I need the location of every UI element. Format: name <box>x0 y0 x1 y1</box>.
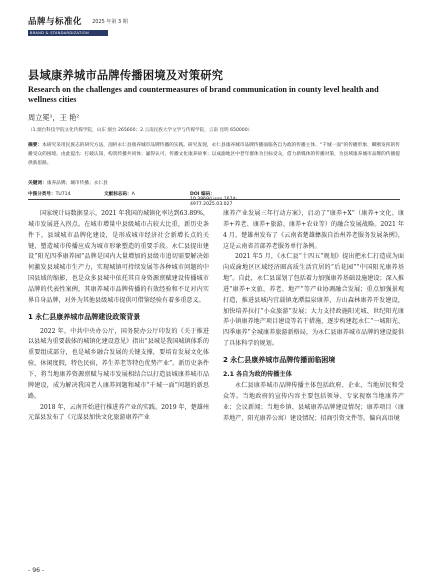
section-1-heading: 1 永仁县康养城市品牌建设政策背景 <box>28 312 141 321</box>
section-1-paragraph-2: 2018 年，云南开始进行推进养产业的实践。2019 年，楚雄州元谋县发布了《元谋县加快文化旅游康养产业 <box>28 403 209 422</box>
journal-header <box>28 9 408 36</box>
article-title-english: Research on the challenges and countermeasures of brand communication in county level health and wellness cities <box>28 85 379 105</box>
continued-paragraph: 康养产业发展三年行动方案》，启动了“康养+X”（康养+文化、康养+养老、康养+旅游、康养+农业等）的融合发展战略。2021 年4 月，楚雄州发布了《云南省楚雄彝族自治州养老服务发展条例》，这是云南省首部养老服务单行条例。 <box>223 210 404 250</box>
article-title-chinese: 县域康养城市品牌传播困境及对策研究 <box>28 69 224 82</box>
right-column <box>223 209 404 424</box>
section-1-paragraph-1: 2022 年，中共中央办公厅，国务院办公厅印发的《关于推进以县城为重要载体的城镇化建设意见》指出“县城是我国城镇体系的重要组成部分，也是城乡融合发展的关键支撑，要培育发展文化体验，休闲度假，特色民宿，养生养老等特色优势产业”。新历史条件下，将当地康养资源禀赋与城市发展相结合以打造县城康养城市品牌建设，成为解决我国老人康养问题和城市“千城一面”问题的新思路。 <box>28 327 209 400</box>
author-line: 周立冕¹，王 艳² <box>28 113 80 122</box>
doi-value: 10.3969/j.issn.1674-4977.2025.03.027 <box>190 197 238 207</box>
intro-paragraph: 国家统计局数据显示，2021 年我国的城镇化率达到63.89%，城市发展进入拐点。在城市增量中县级城市占较大比重，新历史条件下，县域城市品牌化建设，是形成城市经济社会新增长点的关键，塑造城市传播应成为城市形象塑造的重要手段。永仁县提出建设“阳光四季康养园”品牌是国内大量增加的县级市追切需要解决如何激发县域城市生产力，实现城镇可持续发展等各种城市问题的中国县域的缩影，也是众多县城中依托其自身资源禀赋建设传播城市品牌的代表性案例，其康养城市品牌传播的有效经验和不足对内实界自身品牌，对外为其他县级城市提供可借鉴经验有着多重意义。 <box>28 210 209 304</box>
clc-label: 中图分类号： <box>28 192 56 197</box>
doc-code-value: A <box>131 192 135 197</box>
paragraph-2021-plan: 2021 年5 月，《永仁县“十四五”规划》提出把永仁打造成为面向成渝地区区域经济圈高质生活宜居的“后花园”“中国阳光康养基地”。自此，永仁县谋划了包括着力加强康养基础设施建设；深入推进“康养+文旅、养老、地产”等产业协调融合发展；重点加强景观打造，推进县城内宜载镇龙潭温泉康养，方山森林康养开发建设，加快培养拉打“小众旅游”发展；大力支持政施阳光城、世纪阳光康养小镇康养地产项目建设等若干措施，逐步构建起永仁“一城阳光、四季康养”全城康养旅游新格局，为永仁县康养城市品牌的建设提供了具体科学的规划。 <box>223 253 404 348</box>
clc-value: TU714 <box>55 192 71 197</box>
affiliation-line: （1.烟台科技学院文化传媒学院，山东 烟台 265600；2.云南民族大学文学与传媒学院，云南 昆明 650000） <box>28 128 253 133</box>
page-number: - 96 - <box>28 567 45 574</box>
journal-english-banner: BRAND & STANDARDIZATION <box>28 30 108 36</box>
section-2-heading: 2 永仁县康养城市品牌传播面临困境 <box>223 355 336 364</box>
metadata-divider <box>28 199 400 200</box>
abstract-label: 摘要： <box>28 143 43 148</box>
issue-label: 2025 年第 3 期 <box>92 19 128 25</box>
journal-title: 品牌与标准化 <box>28 17 83 27</box>
keywords-label: 关键词： <box>28 181 47 186</box>
subsection-2-1-paragraph: 永仁县康养城市品牌传播主体包括政府、企业、当地居民和受众等。当地政府的宣传内容主要包括领导、专家视察当地康养产业；会议新闻；当地乡镇、县城康养品牌建设情况；康养项目（康养地产，阳光康养公寓）建设情况；招商引资文件等。偏向高语境 <box>223 381 404 422</box>
doi-label: DOI 编码： <box>190 192 215 197</box>
subsection-2-1-heading: 2.1 各自为政的传播主体 <box>223 370 292 378</box>
keywords-text: 康养品牌；城市传播；永仁县 <box>46 181 108 186</box>
left-column <box>28 209 209 424</box>
abstract <box>28 142 400 169</box>
keywords <box>28 180 108 186</box>
doc-code-label: 文献标志码： <box>104 192 132 197</box>
abstract-text: 本研究采用民族志的研究方法，剖析永仁县康养城市品牌传播的实践。研究发现，永仁县康养城市品牌传播面临各自为政的传播主体、“千城一面”的传播形象、瞬断发挥的传播受众的困境。由此提出：打破认知，构筑传播共同体；赢得认可，传播文化康养故事；以成渝地区中老年群体为目标受众，借力新媒体的传播对策，为县域康养城市品牌的传播提供新思路。 <box>28 143 400 166</box>
